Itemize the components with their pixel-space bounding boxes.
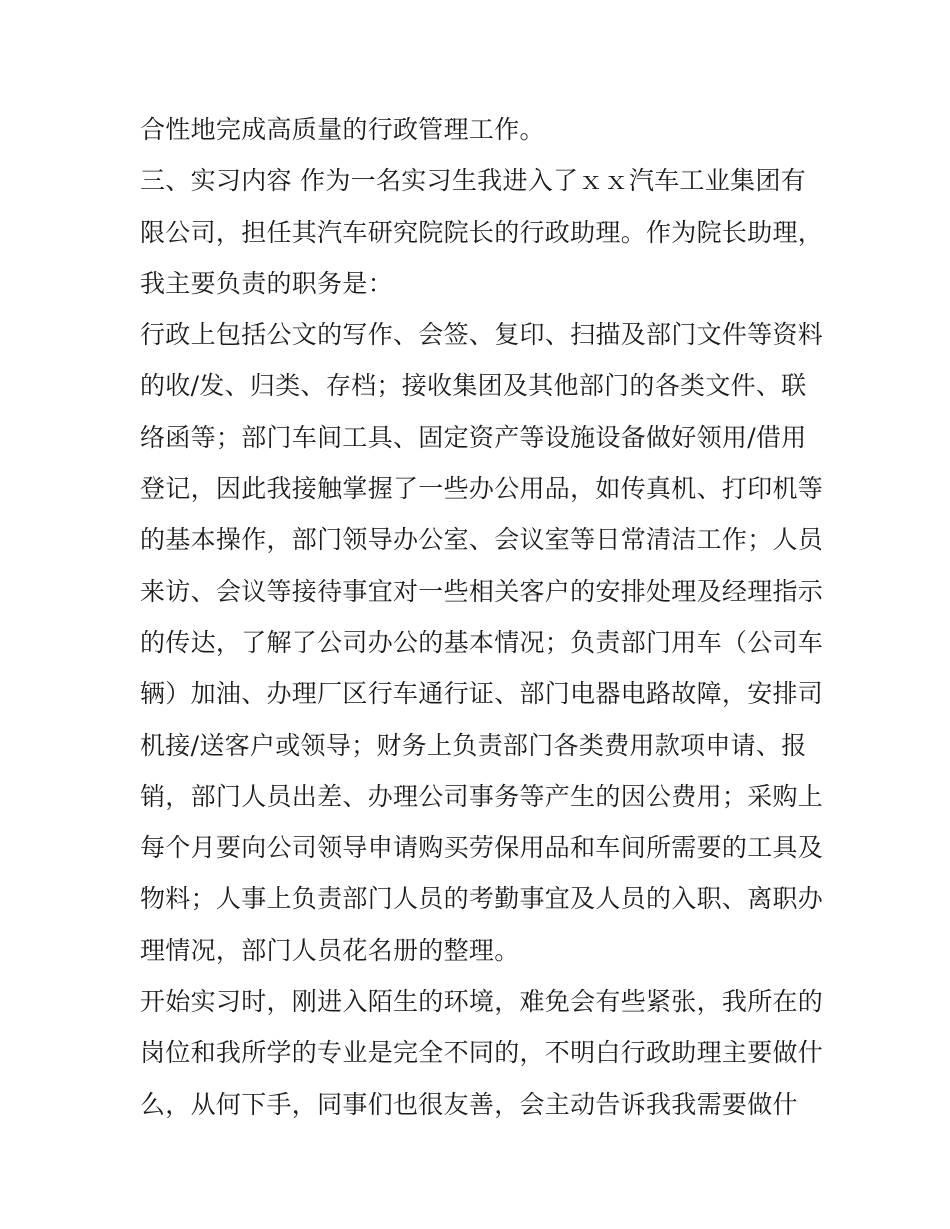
text-line: 么，从何下手，同事们也很友善，会主动告诉我我需要做什: [140, 1089, 798, 1119]
text-line: 的基本操作，部门领导办公室、会议室等日常清洁工作；人员: [140, 525, 824, 555]
text-line: 机接/送客户或领导；财务上负责部门各类费用款项申请、报: [140, 730, 807, 760]
text-line: 每个月要向公司领导申请购买劳保用品和车间所需要的工具及: [140, 833, 824, 863]
text-line: 销，部门人员出差、办理公司事务等产生的因公费用；采购上: [140, 781, 824, 811]
text-line: 辆）加油、办理厂区行车通行证、部门电器电路故障，安排司: [140, 679, 824, 709]
document-body: [140, 104, 824, 1130]
text-line: 物料；人事上负责部门人员的考勤事宜及人员的入职、离职办: [140, 884, 824, 914]
text-line: 我主要负责的职务是：: [140, 268, 394, 298]
text-line: 来访、会议等接待事宜对一些相关客户的安排处理及经理指示: [140, 576, 824, 606]
text-line: 三、实习内容 作为一名实习生我进入了ｘｘ汽车工业集团有: [140, 166, 807, 196]
text-line: 的收/发、归类、存档；接收集团及其他部门的各类文件、联: [140, 371, 807, 401]
text-line: 开始实习时，刚进入陌生的环境，难免会有些紧张，我所在的: [140, 987, 824, 1017]
text-line: 的传达，了解了公司办公的基本情况；负责部门用车（公司车: [140, 627, 824, 657]
text-line: 岗位和我所学的专业是完全不同的，不明白行政助理主要做什: [140, 1038, 824, 1068]
text-line: 行政上包括公文的写作、会签、复印、扫描及部门文件等资料: [140, 320, 824, 350]
text-line: 络函等；部门车间工具、固定资产等设施设备做好领用/借用: [140, 422, 807, 452]
text-line: 理情况，部门人员花名册的整理。: [140, 935, 520, 965]
text-line: 登记，因此我接触掌握了一些办公用品，如传真机、打印机等: [140, 474, 824, 504]
text-line: 合性地完成高质量的行政管理工作。: [140, 115, 545, 144]
text-line: 限公司，担任其汽车研究院院长的行政助理。作为院长助理，: [140, 217, 824, 247]
